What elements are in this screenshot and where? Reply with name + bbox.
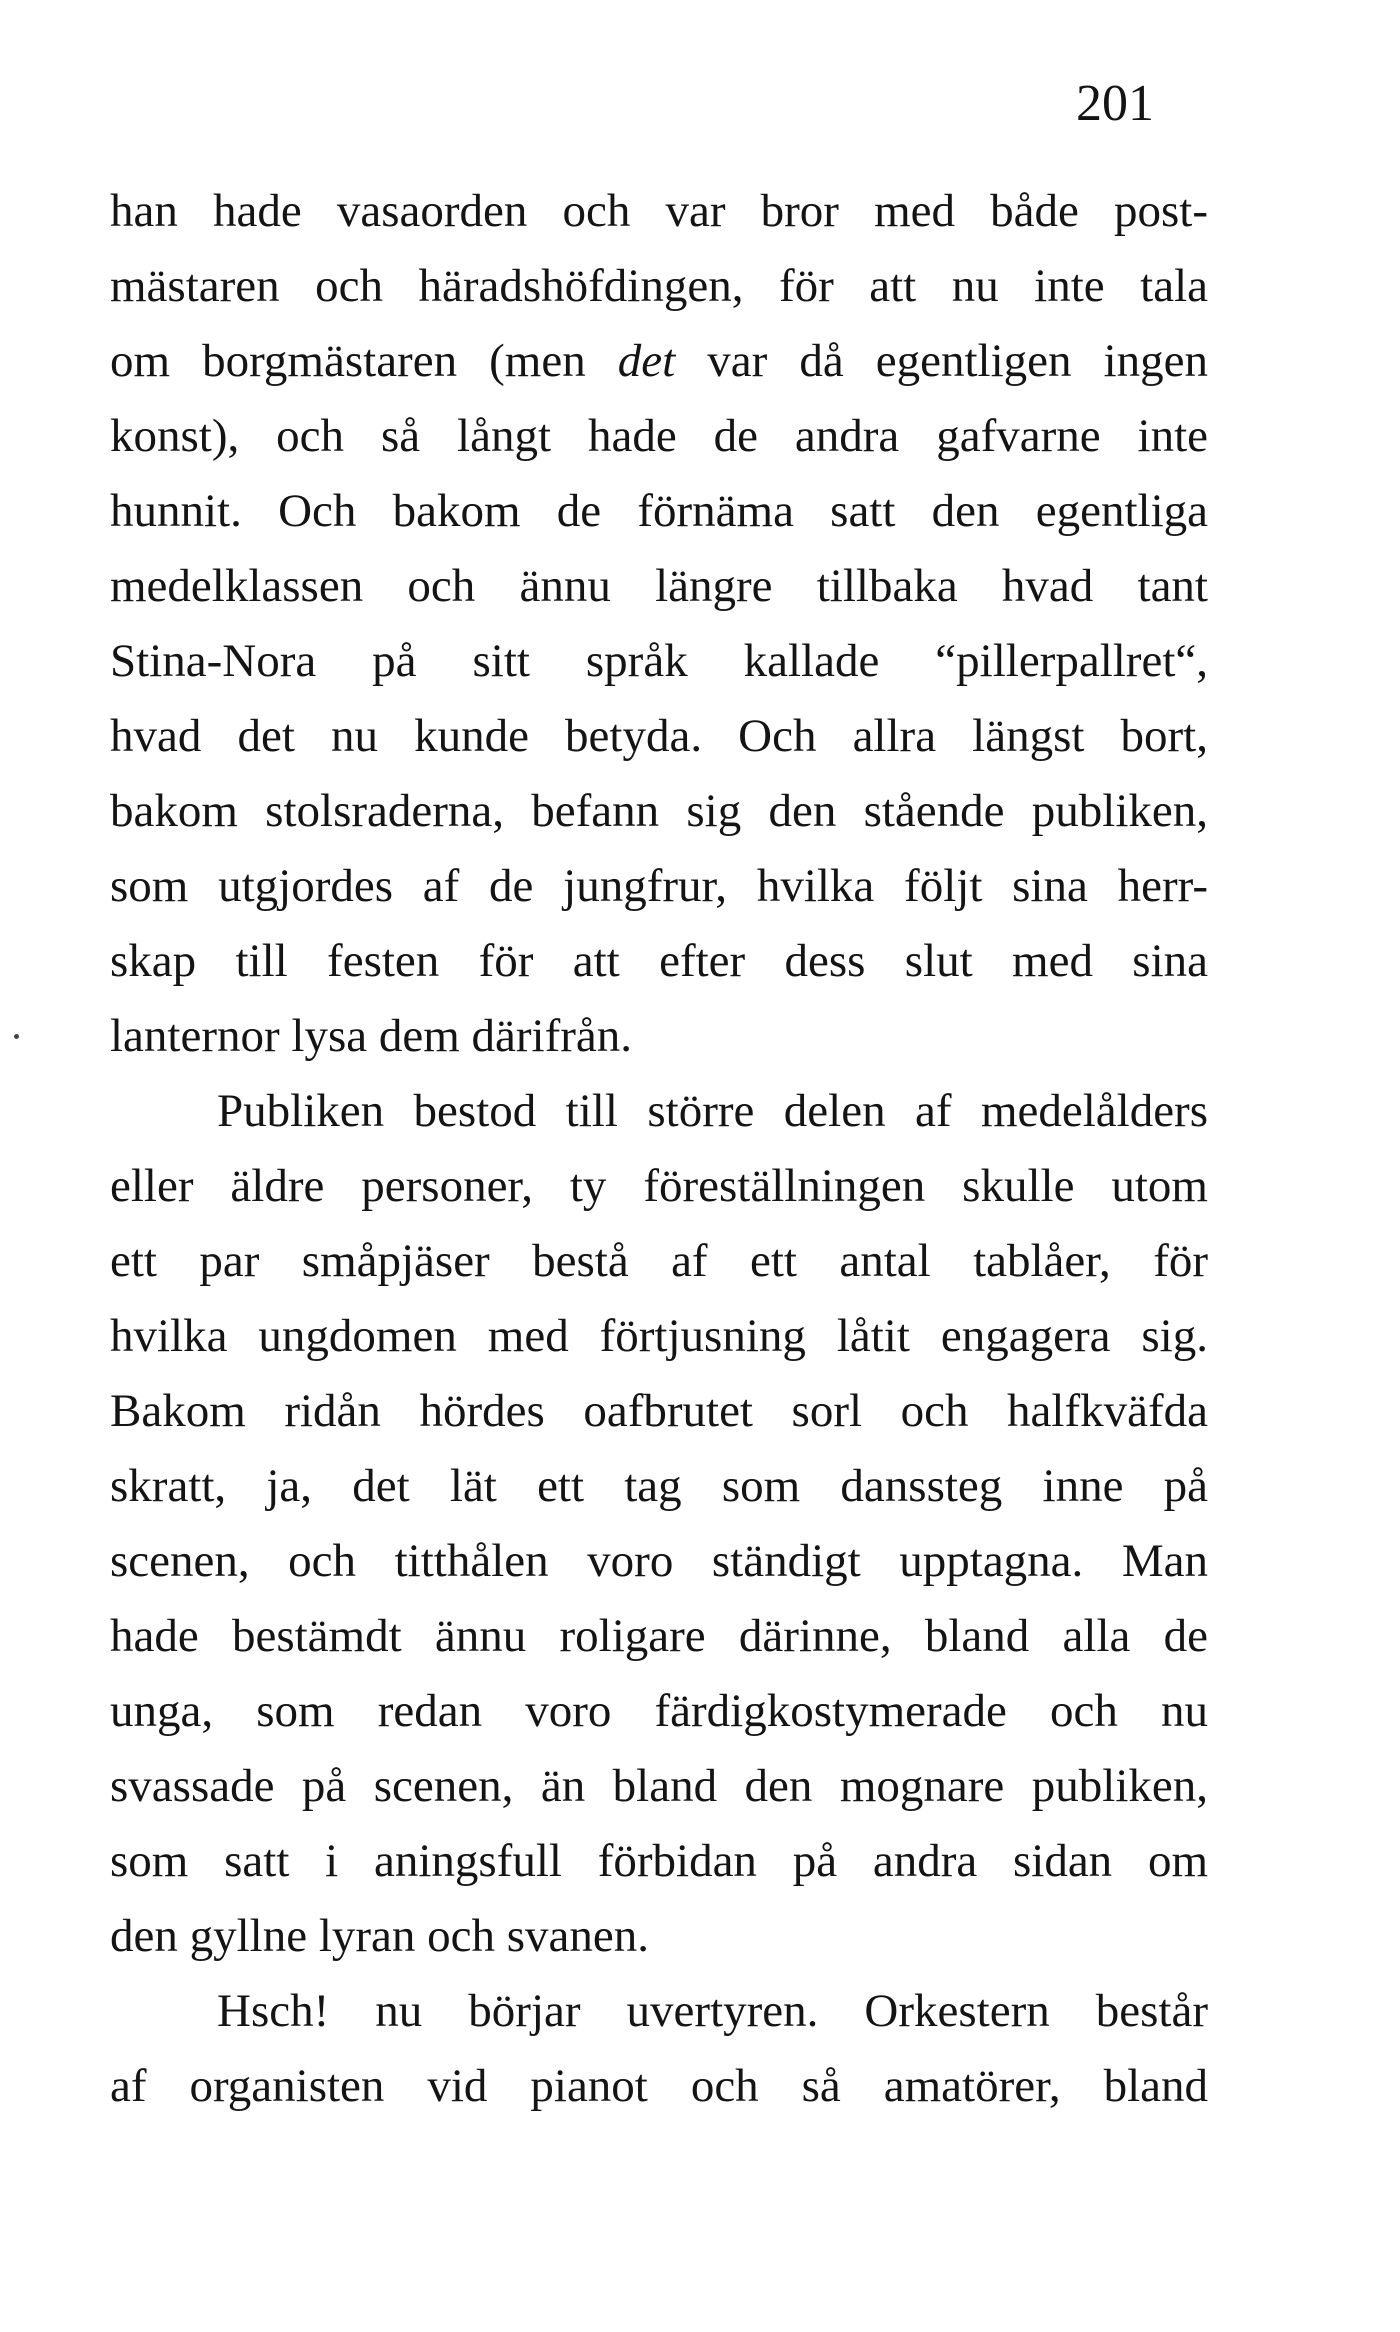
page-number: 201 <box>1076 75 1154 132</box>
text-line: Stina-Nora på sitt språk kallade “pillerpallret“, <box>110 635 1208 687</box>
text-line: om borgmästaren (men det var då egentligen ingen <box>110 335 1208 387</box>
text-line: den gyllne lyran och svanen. <box>110 1910 650 1962</box>
text-line: hunnit. Och bakom de förnäma satt den egentliga <box>110 485 1208 537</box>
paragraph <box>110 1074 1208 1974</box>
paragraph <box>110 174 1208 1074</box>
text-line: hade bestämdt ännu roligare därinne, bland alla de <box>110 1610 1208 1662</box>
text-line: svassade på scenen, än bland den mognare publiken, <box>110 1760 1208 1812</box>
text-line: ett par småpjäser bestå af ett antal tablåer, för <box>110 1235 1208 1287</box>
text-line: unga, som redan voro färdigkostymerade och nu <box>110 1685 1208 1737</box>
text-line: som utgjordes af de jungfrur, hvilka följt sina herr- <box>110 860 1208 912</box>
text-line: medelklassen och ännu längre tillbaka hvad tant <box>110 560 1208 612</box>
text-line: hvilka ungdomen med förtjusning låtit engagera sig. <box>110 1310 1208 1362</box>
text-line: eller äldre personer, ty föreställningen skulle utom <box>110 1160 1208 1212</box>
text-line: Hsch! nu börjar uvertyren. Orkestern består <box>217 1985 1208 2037</box>
print-speck <box>14 1034 19 1039</box>
text-line: som satt i aningsfull förbidan på andra sidan om <box>110 1835 1208 1887</box>
text-line: Publiken bestod till större delen af medelålders <box>217 1085 1208 1137</box>
text-line: konst), och så långt hade de andra gafvarne inte <box>110 410 1208 462</box>
page-body <box>110 174 1208 2124</box>
text-line: mästaren och häradshöfdingen, för att nu inte tala <box>110 260 1208 312</box>
text-line: skap till festen för att efter dess slut med sina <box>110 935 1208 987</box>
text-line: scenen, och titthålen voro ständigt upptagna. Man <box>110 1535 1208 1587</box>
text-line: af organisten vid pianot och så amatörer, bland <box>110 2060 1208 2112</box>
paragraph <box>110 1974 1208 2124</box>
text-line: hvad det nu kunde betyda. Och allra längst bort, <box>110 710 1208 762</box>
text-line: han hade vasaorden och var bror med både post- <box>110 185 1208 237</box>
text-line: bakom stolsraderna, befann sig den stående publiken, <box>110 785 1208 837</box>
text-line: lanternor lysa dem därifrån. <box>110 1010 633 1062</box>
text-line: Bakom ridån hördes oafbrutet sorl och halfkväfda <box>110 1385 1208 1437</box>
text-line: skratt, ja, det lät ett tag som danssteg inne på <box>110 1460 1208 1512</box>
emphasis-word: det <box>617 335 676 387</box>
